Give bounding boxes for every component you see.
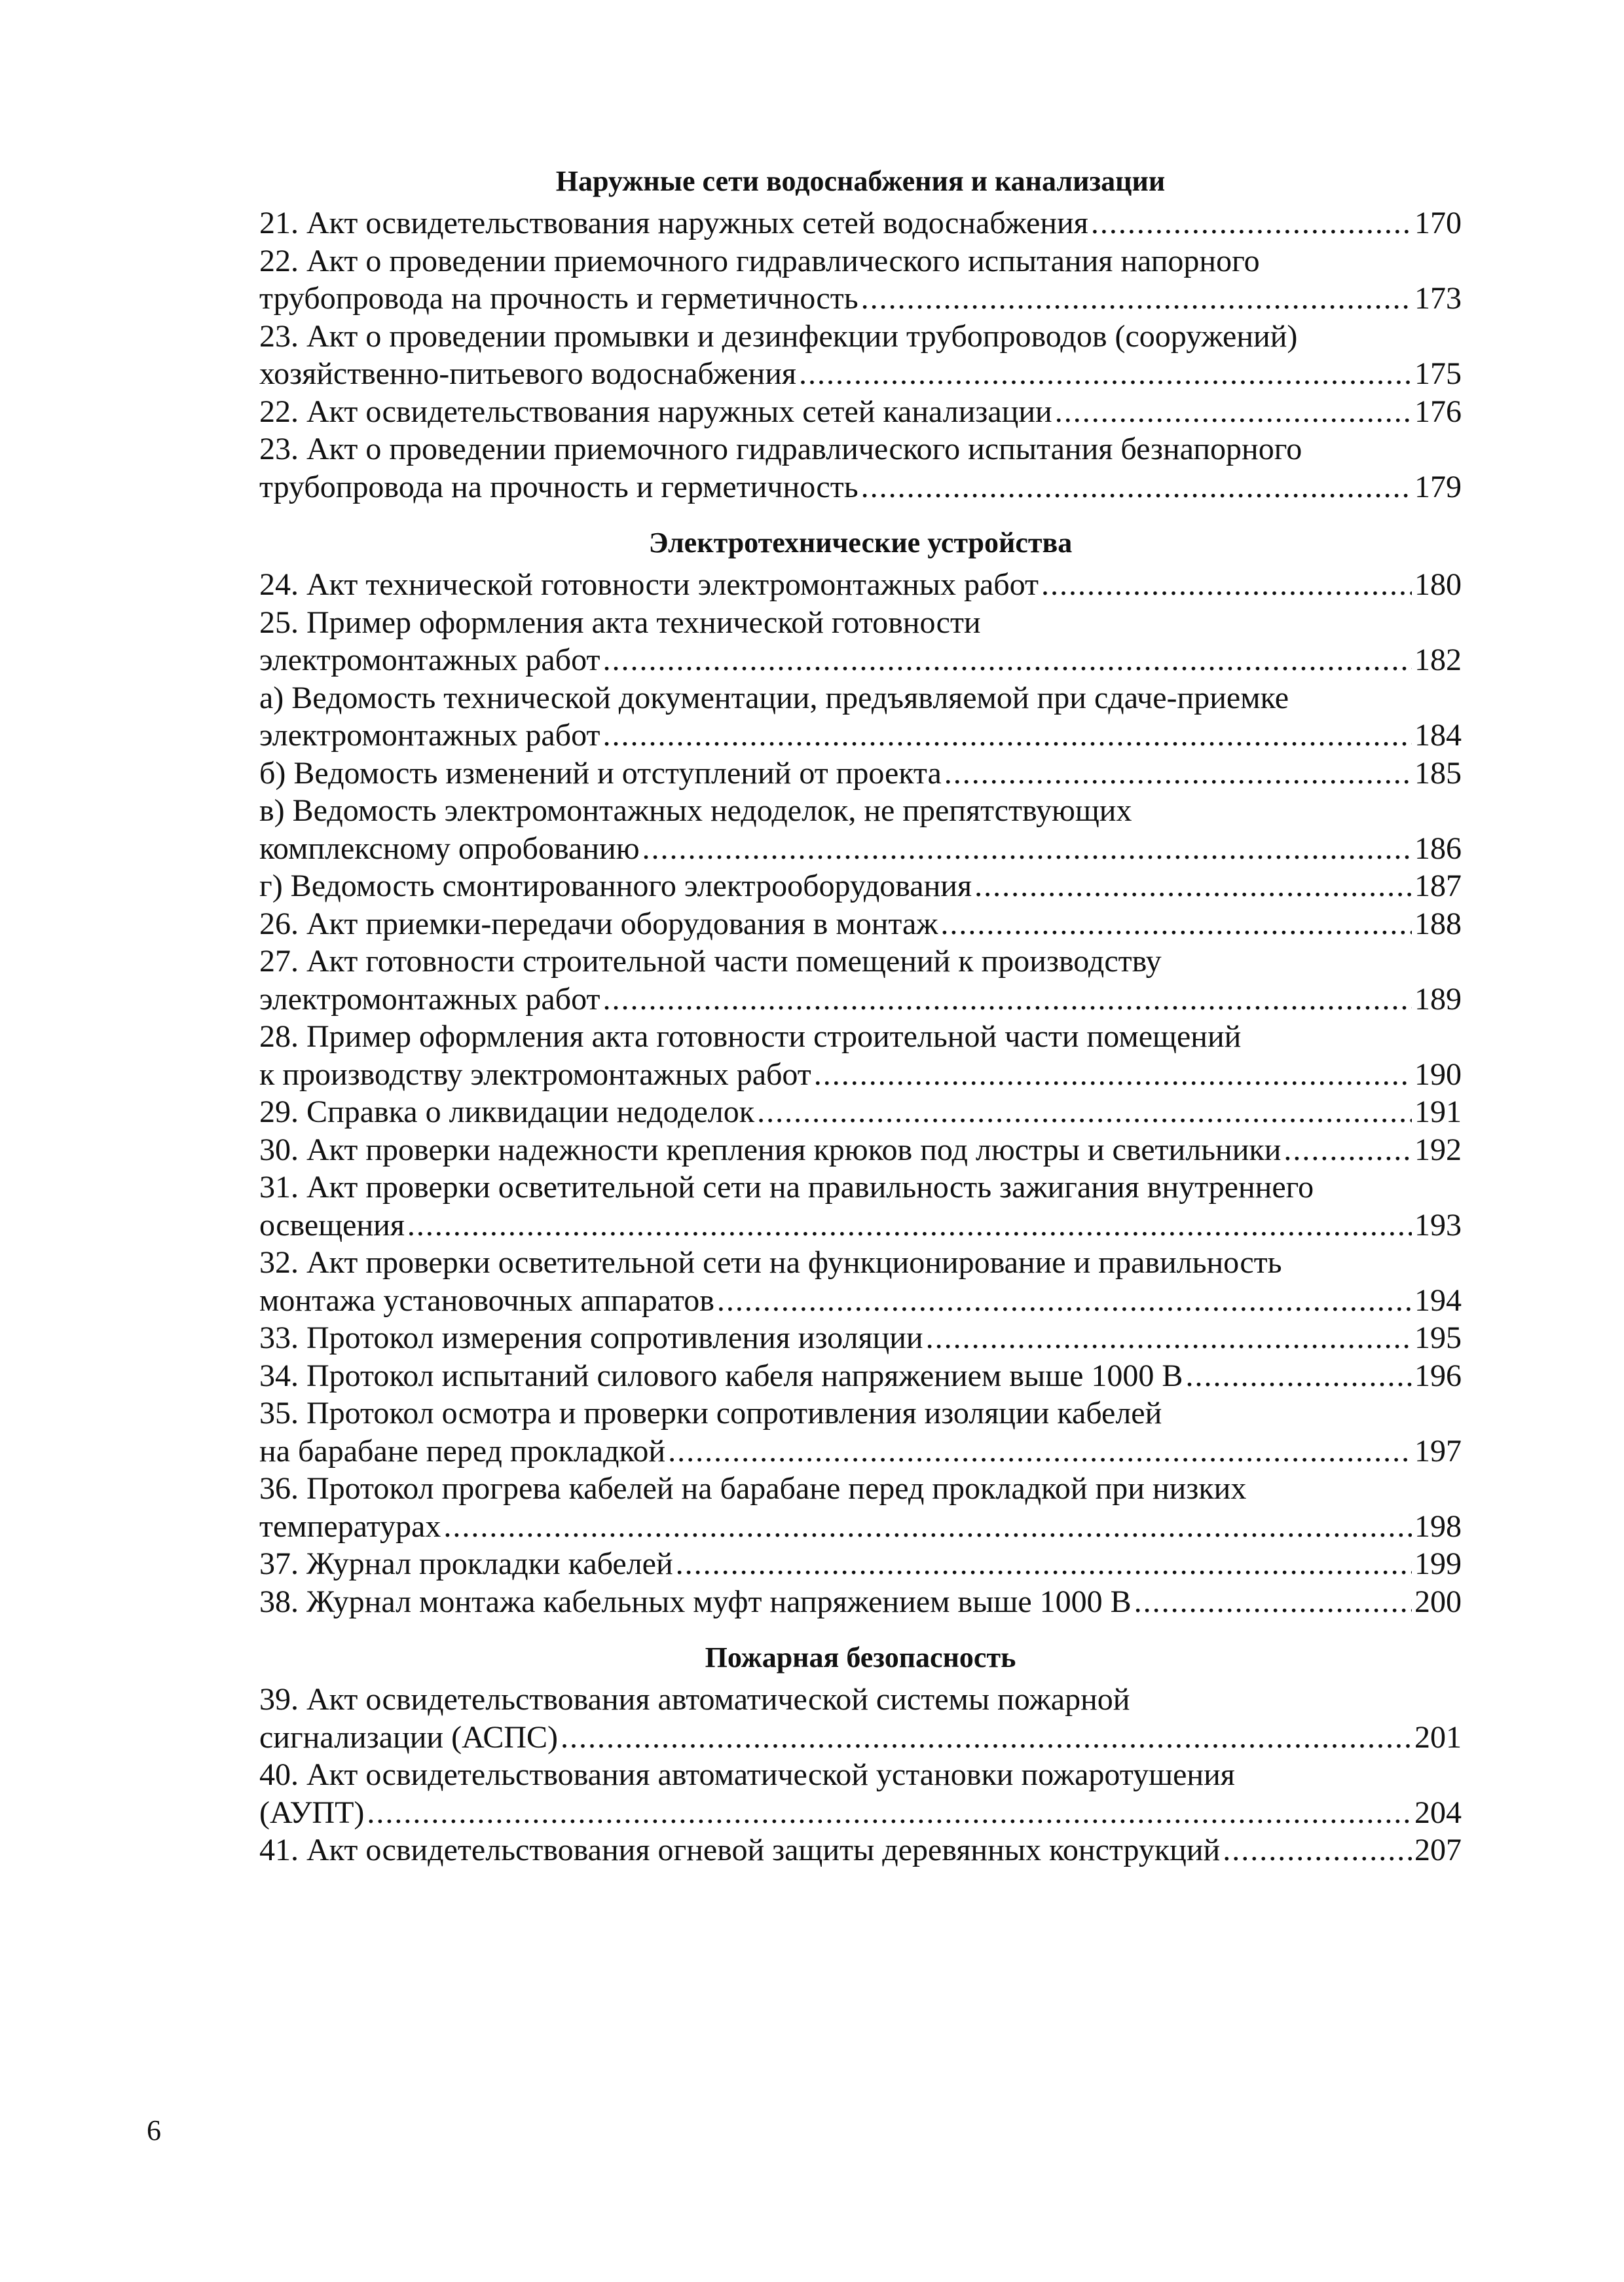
- toc-page-number: 175: [1414, 356, 1462, 391]
- dot-leader: [1041, 566, 1412, 604]
- toc-entry-text: 21. Акт освидетельствования наружных сетей водоснабжения: [259, 206, 1088, 240]
- toc-entry-text: 25. Пример оформления акта технической готовности: [259, 605, 981, 640]
- toc-entry-list: [259, 1681, 1462, 1869]
- toc-page-number: 201: [1414, 1719, 1462, 1755]
- dot-leader: [717, 1282, 1412, 1320]
- toc-entry-text: 31. Акт проверки осветительной сети на правильность зажигания внутреннего: [259, 1170, 1314, 1205]
- dot-leader: [1223, 1831, 1412, 1869]
- toc-entry: [259, 905, 1462, 943]
- toc-page-number: 193: [1414, 1207, 1462, 1243]
- toc-entry-text: 30. Акт проверки надежности крепления крюков под люстры и светильники: [259, 1132, 1282, 1167]
- toc-entry-text: трубопровода на прочность и герметичность: [259, 281, 858, 316]
- toc-page-number: 194: [1414, 1282, 1462, 1318]
- toc-entry-last-line: [259, 355, 1462, 393]
- dot-leader: [1134, 1583, 1412, 1621]
- section-title: Электротехнические устройства: [648, 527, 1073, 559]
- toc-entry-text: хозяйственно-питьевого водоснабжения: [259, 356, 796, 391]
- toc-entry-last-line: [259, 830, 1462, 868]
- toc-page-number: 207: [1414, 1833, 1462, 1867]
- toc-page-number: 186: [1414, 831, 1462, 866]
- toc-page-number: 192: [1414, 1132, 1462, 1167]
- toc-page-number: 188: [1414, 906, 1462, 941]
- toc-entry-text: а) Ведомость технической документации, предъявляемой при сдаче-приемке: [259, 680, 1289, 715]
- dot-leader: [861, 468, 1412, 506]
- toc-entry-text: электромонтажных работ: [259, 718, 600, 753]
- toc-entry: [259, 1169, 1462, 1244]
- dot-leader: [940, 905, 1412, 943]
- toc-entry: [259, 1756, 1462, 1831]
- toc-entry-last-line: [259, 717, 1462, 755]
- toc-entry-last-line: [259, 1282, 1462, 1320]
- dot-leader: [367, 1794, 1412, 1832]
- toc-entry-text: электромонтажных работ: [259, 981, 600, 1017]
- toc-entry: [259, 604, 1462, 679]
- toc-entry-text: комплексному опробованию: [259, 831, 640, 866]
- toc-page-number: 176: [1414, 394, 1462, 429]
- toc-entry-text: 41. Акт освидетельствования огневой защиты деревянных конструкций: [259, 1833, 1221, 1867]
- toc-entry-text: б) Ведомость изменений и отступлений от проекта: [259, 755, 942, 791]
- dot-leader: [602, 981, 1412, 1019]
- toc-entry-text: трубопровода на прочность и герметичность: [259, 469, 858, 504]
- toc-entry-text: монтажа установочных аппаратов: [259, 1282, 714, 1318]
- toc-entry: [259, 1394, 1462, 1470]
- toc-page-number: 189: [1414, 981, 1462, 1017]
- toc-entry: [259, 679, 1462, 755]
- toc-entry-text: 38. Журнал монтажа кабельных муфт напряжением выше 1000 В: [259, 1584, 1132, 1619]
- toc-entry-last-line: [259, 204, 1462, 242]
- dot-leader: [1055, 393, 1412, 431]
- toc-page-number: 200: [1414, 1584, 1462, 1619]
- toc-section: [259, 162, 1462, 506]
- toc-page-number: 204: [1414, 1795, 1462, 1830]
- toc-entry: [259, 566, 1462, 604]
- table-of-contents: [259, 162, 1462, 1888]
- toc-entry: [259, 1357, 1462, 1395]
- toc-entry-last-line: [259, 1319, 1462, 1357]
- toc-page-number: 173: [1414, 281, 1462, 316]
- dot-leader: [1091, 204, 1412, 242]
- toc-page-number: 179: [1414, 469, 1462, 504]
- dot-leader: [407, 1206, 1412, 1244]
- toc-page-number: 187: [1414, 869, 1462, 903]
- toc-entry: [259, 242, 1462, 318]
- toc-page-number: 180: [1414, 567, 1462, 602]
- toc-entry-last-line: [259, 1131, 1462, 1169]
- toc-entry-last-line: [259, 393, 1462, 431]
- toc-page-number: 184: [1414, 718, 1462, 753]
- toc-entry-text: 22. Акт о проведении приемочного гидравлического испытания напорного: [259, 243, 1260, 278]
- toc-entry: [259, 204, 1462, 242]
- toc-entry: [259, 792, 1462, 867]
- dot-leader: [861, 280, 1412, 318]
- toc-page-number: 198: [1414, 1508, 1462, 1544]
- toc-entry: [259, 430, 1462, 506]
- toc-entry-last-line: [259, 641, 1462, 679]
- toc-entry-text: г) Ведомость смонтированного электрооборудования: [259, 869, 972, 903]
- toc-entry-last-line: [259, 468, 1462, 506]
- dot-leader: [757, 1093, 1412, 1131]
- page-number: 6: [147, 2114, 161, 2146]
- toc-entry-text: 23. Акт о проведении промывки и дезинфекции трубопроводов (сооружений): [259, 318, 1298, 354]
- toc-entry-text: 27. Акт готовности строительной части помещений к производству: [259, 944, 1162, 979]
- toc-entry-text: 26. Акт приемки-передачи оборудования в монтаж: [259, 906, 938, 941]
- dot-leader: [926, 1319, 1412, 1357]
- dot-leader: [602, 641, 1412, 679]
- toc-entry-text: к производству электромонтажных работ: [259, 1057, 811, 1092]
- toc-section: [259, 1639, 1462, 1869]
- toc-page-number: 170: [1414, 206, 1462, 240]
- toc-entry-last-line: [259, 981, 1462, 1019]
- dot-leader: [642, 830, 1412, 868]
- dot-leader: [602, 717, 1412, 755]
- toc-entry: [259, 1131, 1462, 1169]
- toc-entry-last-line: [259, 1357, 1462, 1395]
- section-title: Наружные сети водоснабжения и канализации: [555, 165, 1166, 197]
- dot-leader: [676, 1545, 1412, 1583]
- toc-entry: [259, 1470, 1462, 1545]
- toc-entry-last-line: [259, 1719, 1462, 1757]
- toc-entry-text: 22. Акт освидетельствования наружных сетей канализации: [259, 394, 1052, 429]
- toc-entry-text: 24. Акт технической готовности электромонтажных работ: [259, 567, 1039, 602]
- toc-entry-text: электромонтажных работ: [259, 643, 600, 677]
- toc-page-number: 199: [1414, 1546, 1462, 1581]
- toc-page-number: 185: [1414, 755, 1462, 791]
- toc-sections: [259, 162, 1462, 1869]
- toc-page-number: 195: [1414, 1320, 1462, 1355]
- toc-entry-text: 34. Протокол испытаний силового кабеля напряжением выше 1000 В: [259, 1358, 1183, 1393]
- toc-page-number: 191: [1414, 1094, 1462, 1129]
- toc-entry: [259, 1831, 1462, 1869]
- toc-entry-last-line: [259, 867, 1462, 905]
- toc-entry-text: 23. Акт о проведении приемочного гидравлического испытания безнапорного: [259, 432, 1302, 466]
- toc-entry-last-line: [259, 566, 1462, 604]
- toc-entry-text: в) Ведомость электромонтажных недоделок, не препятствующих: [259, 793, 1132, 828]
- toc-entry: [259, 393, 1462, 431]
- section-title: Пожарная безопасность: [705, 1641, 1016, 1674]
- toc-entry-text: 40. Акт освидетельствования автоматической установки пожаротушения: [259, 1757, 1235, 1792]
- toc-page-number: 196: [1414, 1358, 1462, 1393]
- toc-entry-last-line: [259, 905, 1462, 943]
- toc-entry-last-line: [259, 1508, 1462, 1546]
- toc-entry: [259, 943, 1462, 1018]
- toc-entry-list: [259, 566, 1462, 1620]
- toc-entry-text: 33. Протокол измерения сопротивления изоляции: [259, 1320, 923, 1355]
- toc-entry-last-line: [259, 1794, 1462, 1832]
- toc-entry-last-line: [259, 1432, 1462, 1470]
- toc-entry-last-line: [259, 1206, 1462, 1244]
- toc-entry: [259, 867, 1462, 905]
- toc-entry-list: [259, 204, 1462, 506]
- toc-section: [259, 524, 1462, 1620]
- toc-entry-last-line: [259, 1831, 1462, 1869]
- toc-entry: [259, 1545, 1462, 1583]
- dot-leader: [668, 1432, 1412, 1470]
- toc-entry: [259, 1681, 1462, 1756]
- toc-entry-last-line: [259, 280, 1462, 318]
- toc-entry-text: температурах: [259, 1508, 441, 1544]
- dot-leader: [443, 1508, 1412, 1546]
- toc-entry-text: 37. Журнал прокладки кабелей: [259, 1546, 673, 1581]
- toc-page-number: 197: [1414, 1433, 1462, 1468]
- toc-entry-last-line: [259, 1545, 1462, 1583]
- dot-leader: [974, 867, 1412, 905]
- toc-entry-text: 28. Пример оформления акта готовности строительной части помещений: [259, 1019, 1242, 1054]
- toc-entry: [259, 1319, 1462, 1357]
- dot-leader: [1185, 1357, 1412, 1395]
- dot-leader: [1283, 1131, 1412, 1169]
- toc-entry-last-line: [259, 1583, 1462, 1621]
- toc-page-number: 190: [1414, 1057, 1462, 1092]
- dot-leader: [944, 755, 1412, 793]
- toc-page-number: 182: [1414, 643, 1462, 677]
- toc-entry-text: освещения: [259, 1207, 405, 1243]
- toc-entry-text: 39. Акт освидетельствования автоматической системы пожарной: [259, 1682, 1130, 1717]
- toc-entry-last-line: [259, 1093, 1462, 1131]
- toc-entry-text: 35. Протокол осмотра и проверки сопротивления изоляции кабелей: [259, 1396, 1162, 1431]
- toc-entry-text: 29. Справка о ликвидации недоделок: [259, 1094, 755, 1129]
- toc-entry-last-line: [259, 755, 1462, 793]
- toc-entry-text: сигнализации (АСПС): [259, 1719, 558, 1755]
- toc-entry: [259, 1244, 1462, 1319]
- toc-entry-text: на барабане перед прокладкой: [259, 1433, 666, 1468]
- dot-leader: [561, 1719, 1412, 1757]
- dot-leader: [799, 355, 1412, 393]
- toc-entry: [259, 1583, 1462, 1621]
- toc-entry-text: 32. Акт проверки осветительной сети на функционирование и правильность: [259, 1245, 1282, 1280]
- toc-entry: [259, 1018, 1462, 1093]
- toc-entry-text: (АУПТ): [259, 1795, 365, 1830]
- toc-entry-text: 36. Протокол прогрева кабелей на барабане перед прокладкой при низких: [259, 1471, 1247, 1506]
- toc-entry-last-line: [259, 1056, 1462, 1094]
- toc-entry: [259, 755, 1462, 793]
- toc-entry: [259, 318, 1462, 393]
- toc-entry: [259, 1093, 1462, 1131]
- dot-leader: [814, 1056, 1412, 1094]
